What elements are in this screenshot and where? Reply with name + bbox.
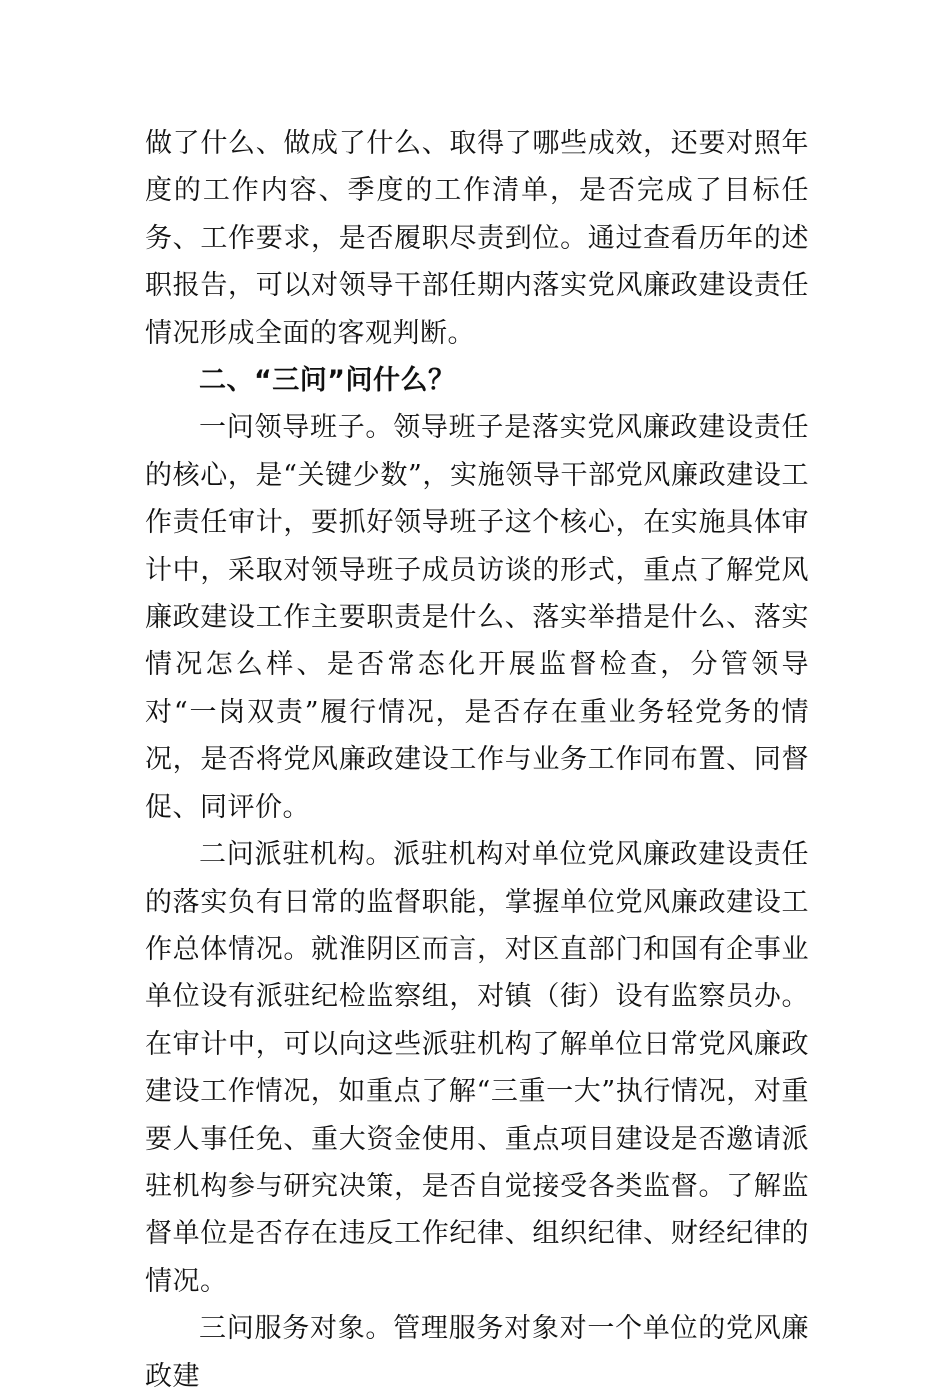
section-heading: 二、“三问”问什么？ — [199, 365, 456, 397]
paragraph-ask-stationed-agency: 二问派驻机构。派驻机构对单位党风廉政建设责任的落实负有日常的监督职能，掌握单位党风廉政建设工作总体情况。就淮阴区而言，对区直部门和国有企事业单位设有派驻纪检监察组，对镇（街）设有监察员办。在审计中，可以向这些派驻机构了解单位日常党风廉政建设工作情况，如重点了解“三重一大”执行情况，对重要人事任免、重大资金使用、重点项目建设是否邀请派驻机构参与研究决策，是否自觉接受各类监督。了解监督单位是否存在违反工作纪律、组织纪律、财经纪律的情况。 — [145, 839, 809, 1297]
paragraph-ask-leadership: 一问领导班子。领导班子是落实党风廉政建设责任的核心，是“关键少数”，实施领导干部党风廉政建设工作责任审计，要抓好领导班子这个核心，在实施具体审计中，采取对领导班子成员访谈的形式，重点了解党风廉政建设工作主要职责是什么、落实举措是什么、落实情况怎么样、是否常态化开展监督检查，分管领导对“一岗双责”履行情况，是否存在重业务轻党务的情况，是否将党风廉政建设工作与业务工作同布置、同督促、同评价。 — [145, 412, 809, 823]
document-body — [145, 120, 809, 1400]
paragraph-ask-service-objects: 三问服务对象。管理服务对象对一个单位的党风廉政建 — [145, 1313, 809, 1392]
paragraph-intro-continuation: 做了什么、做成了什么、取得了哪些成效，还要对照年度的工作内容、季度的工作清单，是否完成了目标任务、工作要求，是否履职尽责到位。通过查看历年的述职报告，可以对领导干部任期内落实党风廉政建设责任情况形成全面的客观判断。 — [145, 128, 809, 349]
